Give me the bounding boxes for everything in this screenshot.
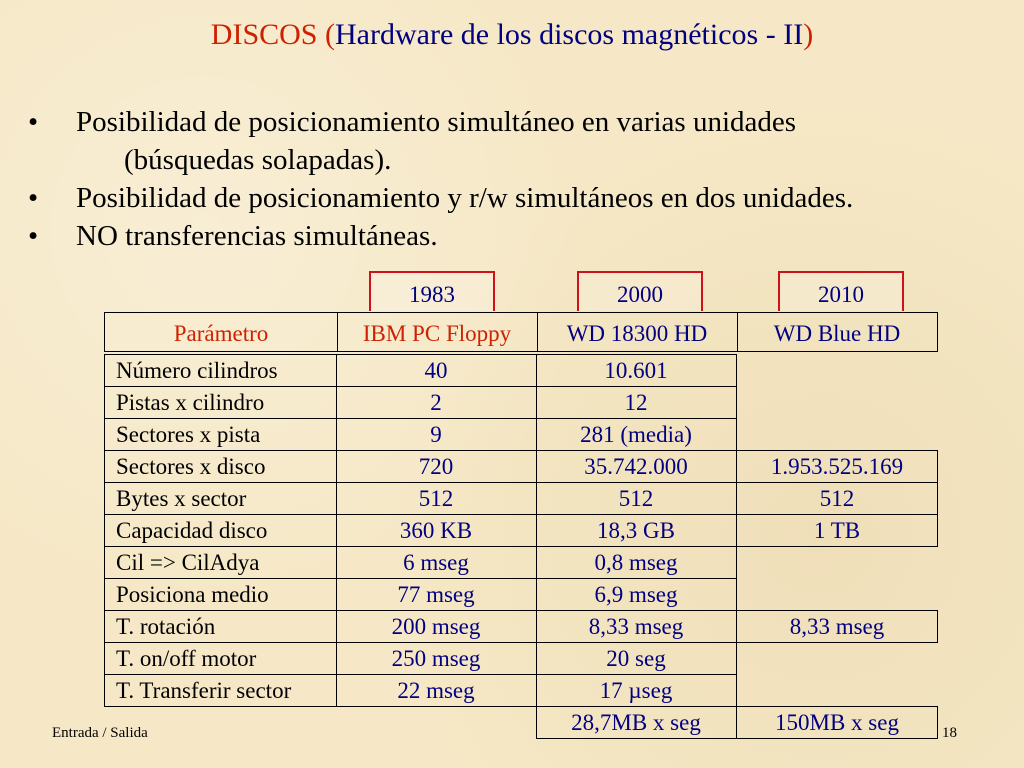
floppy-value: 512	[418, 486, 454, 511]
floppy-value: 360 KB	[399, 518, 473, 543]
header-divider	[337, 313, 338, 351]
year-label-2010: 2010	[778, 271, 904, 311]
wd18300-value: 6,9 mseg	[594, 582, 678, 607]
param-label: T. on/off motor	[116, 646, 257, 671]
wd18300-transfer-rate: 28,7MB x seg	[571, 710, 701, 735]
row-divider	[104, 546, 105, 578]
wd18300-value: 20 seg	[606, 646, 666, 671]
bullet-item	[28, 103, 1008, 179]
header-wd-blue-hd: WD Blue HD	[773, 321, 901, 346]
wd18300-value: 12	[624, 390, 648, 415]
floppy-value: 250 mseg	[391, 646, 481, 671]
title-paren-close: )	[803, 18, 814, 51]
row-divider	[736, 418, 737, 450]
bullet-text: Posibilidad de posicionamiento y r/w simultáneos en dos unidades.	[76, 182, 854, 214]
row-bottom-border	[736, 642, 938, 643]
table-header-row	[104, 312, 938, 352]
bullet-text: Posibilidad de posicionamiento simultáneo en varias unidades	[76, 106, 797, 138]
row-divider	[736, 578, 737, 610]
param-label: Número cilindros	[116, 358, 278, 383]
row-divider	[104, 450, 105, 482]
header-divider	[737, 313, 738, 351]
floppy-value: 720	[418, 454, 454, 479]
row-divider	[736, 386, 737, 418]
wd18300-value: 0,8 mseg	[594, 550, 678, 575]
page-number: 18	[942, 725, 957, 741]
title-paren-open: (	[325, 18, 335, 51]
wd18300-value: 281 (media)	[580, 422, 692, 447]
param-label: Sectores x pista	[116, 422, 261, 447]
wdblue-value: 1 TB	[813, 518, 861, 543]
floppy-value: 9	[430, 422, 442, 447]
param-label: Pistas x cilindro	[116, 390, 265, 415]
row-bottom-border	[736, 546, 938, 547]
row-divider	[104, 578, 105, 610]
row-divider	[104, 610, 105, 642]
row-divider	[736, 546, 737, 578]
bullet-marker: •	[28, 182, 39, 214]
bullet-item	[28, 217, 1008, 255]
header-wd-18300-hd: WD 18300 HD	[566, 321, 708, 346]
table-bottom-border	[104, 706, 538, 707]
param-label: Sectores x disco	[116, 454, 266, 479]
row-divider	[104, 674, 105, 706]
header-ibm-pc-floppy: IBM PC Floppy	[362, 321, 512, 346]
row-divider	[104, 354, 105, 386]
param-label: Posiciona medio	[116, 582, 269, 607]
wdblue-value: 1.953.525.169	[770, 454, 904, 479]
footer-section-label: Entrada / Salida	[52, 725, 148, 741]
bullet-text: NO transferencias simultáneas.	[76, 220, 438, 252]
floppy-value: 2	[430, 390, 442, 415]
wdblue-value: 512	[819, 486, 855, 511]
wd18300-value: 35.742.000	[584, 454, 688, 479]
wd18300-value: 8,33 mseg	[588, 614, 684, 639]
wdblue-transfer-rate: 150MB x seg	[775, 710, 899, 735]
title-subtitle: Hardware de los discos magnéticos - II	[335, 18, 804, 51]
floppy-value: 77 mseg	[397, 582, 475, 607]
wd18300-value: 10.601	[604, 358, 668, 383]
title-main: DISCOS	[210, 18, 318, 51]
wd18300-value: 17 µseg	[599, 678, 673, 703]
param-label: Capacidad disco	[116, 518, 268, 543]
year-label-1983: 1983	[369, 271, 495, 311]
bullet-continuation: (búsquedas solapadas).	[124, 144, 392, 176]
bullet-marker: •	[28, 106, 39, 138]
wdblue-value: 8,33 mseg	[789, 614, 885, 639]
row-divider	[736, 354, 737, 386]
param-label: Bytes x sector	[116, 486, 247, 511]
wd18300-value: 18,3 GB	[597, 518, 675, 543]
header-parametro: Parámetro	[173, 321, 269, 346]
param-label: T. rotación	[116, 614, 216, 639]
slide-title	[0, 18, 1024, 52]
floppy-value: 40	[424, 358, 448, 383]
floppy-value: 200 mseg	[391, 614, 481, 639]
row-divider	[104, 514, 105, 546]
row-divider	[736, 642, 737, 674]
row-bottom-border	[536, 738, 938, 739]
bullet-marker: •	[28, 220, 39, 252]
floppy-value: 22 mseg	[397, 678, 475, 703]
param-label: Cil => CilAdya	[116, 550, 260, 575]
header-divider	[537, 313, 538, 351]
row-divider	[104, 386, 105, 418]
floppy-value: 6 mseg	[403, 550, 469, 575]
row-divider	[736, 674, 737, 706]
param-label: T. Transferir sector	[116, 678, 292, 703]
row-divider	[104, 642, 105, 674]
wd18300-value: 512	[618, 486, 654, 511]
bullet-list	[28, 103, 1008, 255]
row-divider	[104, 482, 105, 514]
row-divider	[104, 418, 105, 450]
bullet-item	[28, 179, 1008, 217]
year-label-2000: 2000	[577, 271, 703, 311]
